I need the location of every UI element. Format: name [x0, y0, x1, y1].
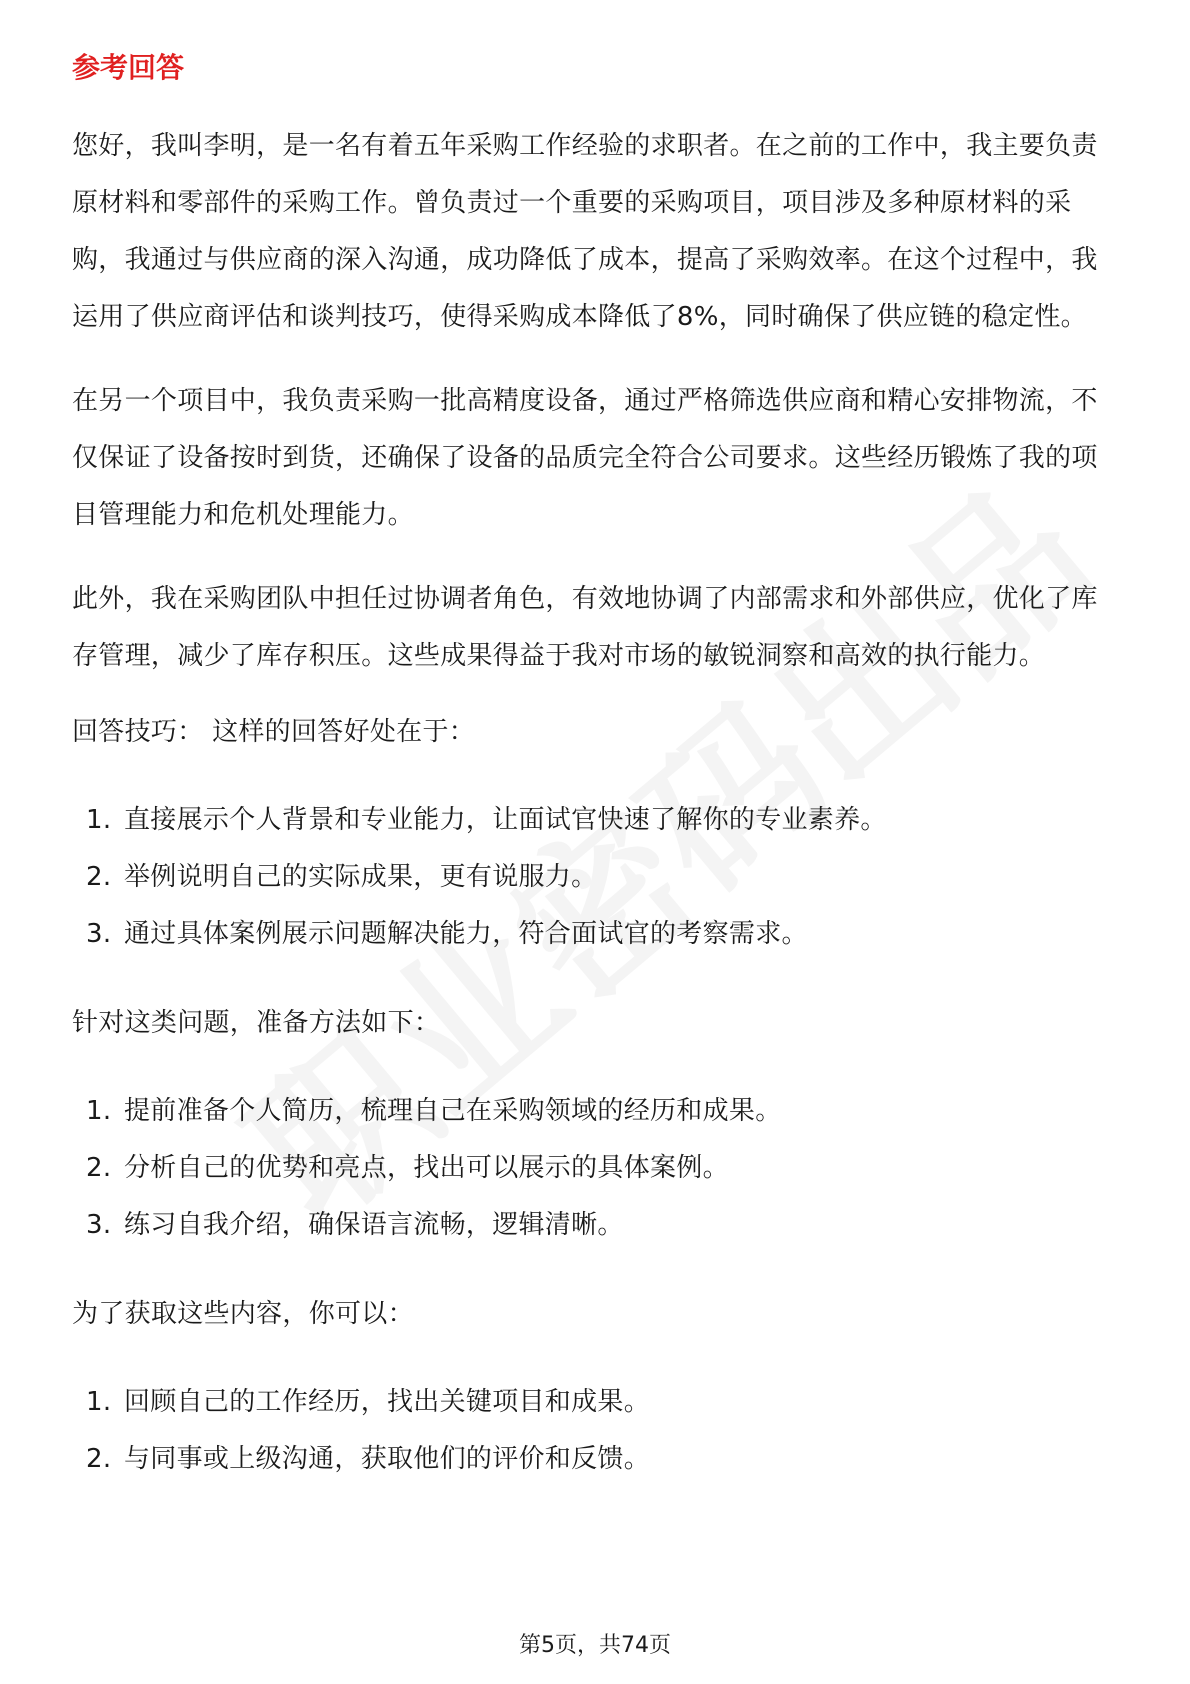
tips-list: [72, 792, 1118, 963]
list-text: 回顾自己的工作经历，找出关键项目和成果。: [124, 1387, 651, 1417]
list-text: 练习自我介绍，确保语言流畅，逻辑清晰。: [124, 1210, 624, 1240]
list-number: 2.: [86, 1444, 112, 1474]
list-number: 2.: [86, 862, 112, 892]
list-item: [72, 1140, 1118, 1197]
prep-list: [72, 1083, 1118, 1254]
list-text: 直接展示个人背景和专业能力，让面试官快速了解你的专业素养。: [124, 805, 887, 835]
paragraph-intro: 您好，我叫李明，是一名有着五年采购工作经验的求职者。在之前的工作中，我主要负责原材料和零部件的采购工作。曾负责过一个重要的采购项目，项目涉及多种原材料的采购，我通过与供应商的深入沟通，成功降低了成本，提高了采购效率。在这个过程中，我运用了供应商评估和谈判技巧，使得采购成本降低了8%，同时确保了供应链的稳定性。: [72, 131, 1098, 332]
list-number: 2.: [86, 1153, 112, 1183]
paragraph-project: 在另一个项目中，我负责采购一批高精度设备，通过严格筛选供应商和精心安排物流，不仅保证了设备按时到货，还确保了设备的品质完全符合公司要求。这些经历锻炼了我的项目管理能力和危机处理能力。: [72, 386, 1098, 530]
list-number: 3.: [86, 1210, 112, 1240]
list-item: [72, 906, 1118, 963]
list-item: [72, 1083, 1118, 1140]
list-text: 举例说明自己的实际成果，更有说服力。: [124, 862, 598, 892]
list-number: 1.: [86, 1096, 112, 1126]
list-number: 1.: [86, 805, 112, 835]
list-item: [72, 1431, 1118, 1488]
list-text: 通过具体案例展示问题解决能力，符合面试官的考察需求。: [124, 919, 808, 949]
tips-heading: 回答技巧： 这样的回答好处在于：: [72, 717, 476, 747]
list-item: [72, 849, 1118, 906]
list-item: [72, 1197, 1118, 1254]
list-item: [72, 792, 1118, 849]
obtain-heading: 为了获取这些内容，你可以：: [72, 1299, 414, 1329]
paragraph-team: 此外，我在采购团队中担任过协调者角色，有效地协调了内部需求和外部供应，优化了库存管理，减少了库存积压。这些成果得益于我对市场的敏锐洞察和高效的执行能力。: [72, 584, 1098, 671]
list-text: 与同事或上级沟通，获取他们的评价和反馈。: [124, 1444, 651, 1474]
list-number: 3.: [86, 919, 112, 949]
prep-heading: 针对这类问题，准备方法如下：: [72, 1008, 441, 1038]
obtain-list: [72, 1374, 1118, 1488]
list-text: 分析自己的优势和亮点，找出可以展示的具体案例。: [124, 1153, 729, 1183]
document-page: [72, 48, 1118, 1528]
list-number: 1.: [86, 1387, 112, 1417]
list-text: 提前准备个人简历，梳理自己在采购领域的经历和成果。: [124, 1096, 782, 1126]
section-title: 参考回答: [72, 51, 185, 84]
page-footer: 第5页，共74页: [519, 1633, 671, 1658]
list-item: [72, 1374, 1118, 1431]
